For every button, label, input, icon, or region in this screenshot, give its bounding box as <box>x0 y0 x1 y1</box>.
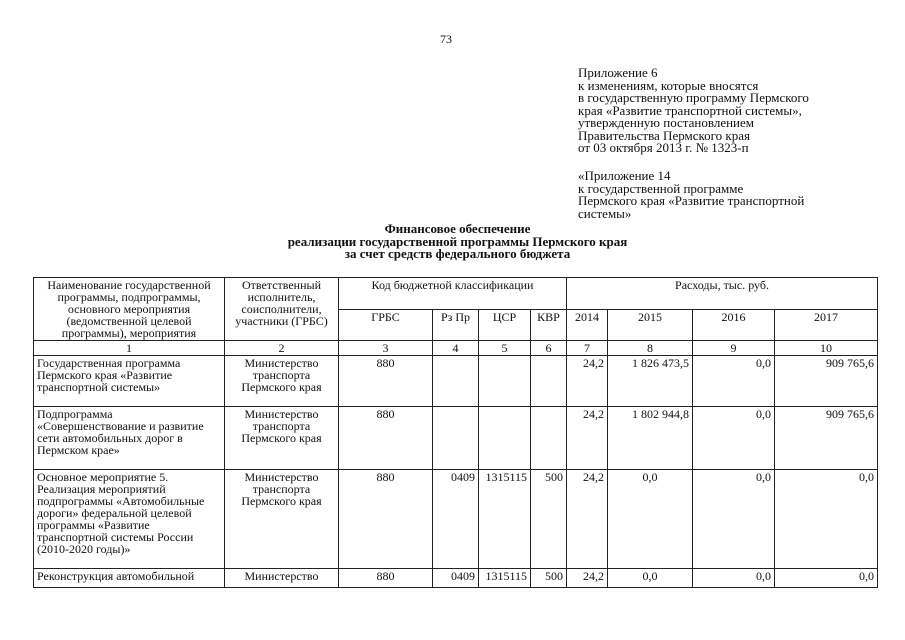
column-number: 2 <box>225 341 339 356</box>
header-kvr: КВР <box>531 309 567 341</box>
title-line: Финансовое обеспечение <box>384 221 531 236</box>
row-2015: 0,0 <box>608 569 693 588</box>
row-2016: 0,0 <box>693 569 775 588</box>
row-2014: 24,2 <box>567 407 608 470</box>
header-2015: 2015 <box>608 309 693 341</box>
row-csr <box>479 407 531 470</box>
sub-appendix-block <box>578 170 878 220</box>
column-number: 8 <box>608 341 693 356</box>
row-executor: Министерство транспорта Пермского края <box>225 407 339 470</box>
column-number: 9 <box>693 341 775 356</box>
row-2014: 24,2 <box>567 470 608 569</box>
header-2017: 2017 <box>775 309 878 341</box>
row-2015: 1 826 473,5 <box>608 356 693 407</box>
sub-appendix-line: к государственной программе <box>578 180 744 196</box>
row-rzpr <box>433 356 479 407</box>
header-name: Наименование государственной программы, подпрограммы, основного мероприятия (ведомственной целевой программы), мероприятия <box>34 278 225 341</box>
header-rzpr: Рз Пр <box>433 309 479 341</box>
page-number: 73 <box>440 32 452 46</box>
row-2015: 0,0 <box>608 470 693 569</box>
row-grbs: 880 <box>339 470 433 569</box>
row-kvr <box>531 407 567 470</box>
column-number: 5 <box>479 341 531 356</box>
row-2017: 909 765,6 <box>775 407 878 470</box>
row-2016: 0,0 <box>693 470 775 569</box>
row-2017: 0,0 <box>775 569 878 588</box>
column-number: 6 <box>531 341 567 356</box>
sub-appendix-line: Пермского края «Развитие транспортной <box>578 193 805 208</box>
appendix-line: в государственную программу Пермского <box>578 90 809 105</box>
table-row <box>34 356 878 407</box>
row-name: Подпрограмма «Совершенствование и развитие сети автомобильных дорог в Пермском крае» <box>34 407 225 470</box>
row-executor: Министерство <box>225 569 339 588</box>
column-number: 1 <box>34 341 225 356</box>
row-grbs: 880 <box>339 356 433 407</box>
row-2016: 0,0 <box>693 356 775 407</box>
table-row <box>34 470 878 569</box>
table-row <box>34 569 878 588</box>
header-grbs: ГРБС <box>339 309 433 341</box>
row-executor: Министерство транспорта Пермского края <box>225 470 339 569</box>
row-kvr <box>531 356 567 407</box>
financing-table <box>33 277 878 588</box>
header-2014: 2014 <box>567 309 608 341</box>
row-2014: 24,2 <box>567 569 608 588</box>
column-number-row <box>34 341 878 356</box>
column-number: 3 <box>339 341 433 356</box>
table-row <box>34 407 878 470</box>
header-executor: Ответственный исполнитель, соисполнители, участники (ГРБС) <box>225 278 339 341</box>
row-rzpr: 0409 <box>433 470 479 569</box>
row-2016: 0,0 <box>693 407 775 470</box>
appendix-line: к изменениям, которые вносятся <box>578 77 759 93</box>
title-line: за счет средств федерального бюджета <box>344 246 571 261</box>
row-2017: 0,0 <box>775 470 878 569</box>
row-csr: 1315115 <box>479 470 531 569</box>
title-line: реализации государственной программы Пермского края <box>287 233 628 249</box>
row-name: Реконструкция автомобильной <box>34 569 225 588</box>
row-rzpr: 0409 <box>433 569 479 588</box>
row-kvr: 500 <box>531 569 567 588</box>
header-budget-code: Код бюджетной классификации <box>339 278 567 310</box>
row-executor: Министерство транспорта Пермского края <box>225 356 339 407</box>
header-csr: ЦСР <box>479 309 531 341</box>
sub-appendix-line: системы» <box>578 205 632 221</box>
column-number: 7 <box>567 341 608 356</box>
header-expenses: Расходы, тыс. руб. <box>567 278 878 310</box>
appendix-line: от 03 октября 2013 г. № 1323-п <box>578 140 749 155</box>
row-csr <box>479 356 531 407</box>
row-kvr: 500 <box>531 470 567 569</box>
document-title <box>200 223 715 261</box>
header-row <box>34 278 878 310</box>
row-name: Государственная программа Пермского края «Развитие транспортной системы» <box>34 356 225 407</box>
appendix-line: Правительства Пермского края <box>578 127 750 143</box>
row-grbs: 880 <box>339 407 433 470</box>
appendix-line: Приложение 6 <box>578 65 658 80</box>
column-number: 4 <box>433 341 479 356</box>
appendix-line: края «Развитие транспортной системы», <box>578 102 802 118</box>
appendix-line: утвержденную постановлением <box>578 115 755 130</box>
row-grbs: 880 <box>339 569 433 588</box>
appendix-block <box>578 67 878 155</box>
row-csr: 1315115 <box>479 569 531 588</box>
header-2016: 2016 <box>693 309 775 341</box>
sub-appendix-line: «Приложение 14 <box>578 168 671 183</box>
row-2017: 909 765,6 <box>775 356 878 407</box>
column-number: 10 <box>775 341 878 356</box>
row-rzpr <box>433 407 479 470</box>
row-name: Основное мероприятие 5. Реализация мероприятий подпрограммы «Автомобильные дороги» федеральной целевой программы «Развитие транспортной системы России (2010-2020 годы)» <box>34 470 225 569</box>
row-2014: 24,2 <box>567 356 608 407</box>
row-2015: 1 802 944,8 <box>608 407 693 470</box>
